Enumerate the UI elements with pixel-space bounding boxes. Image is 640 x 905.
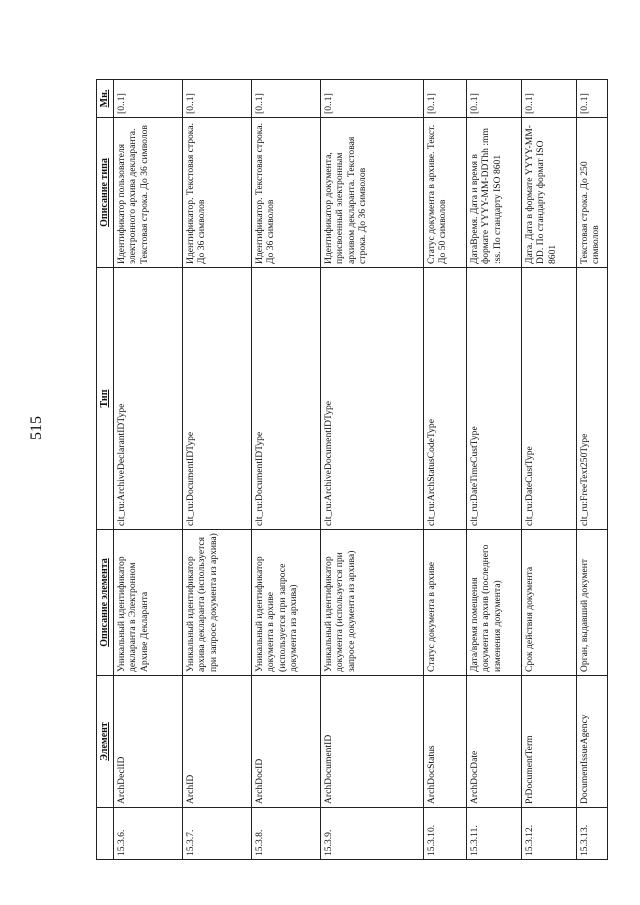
row-type-description: Идентификатор пользователя электронного архива декларанта. Текстовая строка. До 36 символов (114, 118, 183, 268)
table-row (424, 80, 467, 860)
row-type: clt_ru:ArchiveDeclarantIDType (114, 268, 183, 530)
rotated-table-block (96, 80, 602, 860)
row-type-description: Идентификатор. Текстовая строка. До 36 символов (252, 118, 321, 268)
table-row (577, 80, 608, 860)
row-type-description: Статус документа в архиве. Текст. До 50 символов (424, 118, 467, 268)
row-number: 15.3.11. (467, 808, 522, 860)
row-description: Уникальный идентификатор архива декларанта (используется при запросе документа из архива) (183, 530, 252, 676)
table-row (114, 80, 183, 860)
row-type-description: Идентификатор документа, присвоенный электронным архивом декларанта. Текстовая строка. До 36 символов (321, 118, 424, 268)
header-multiplicity: Мн. (97, 80, 114, 118)
row-element: DocumentIssueAgency (577, 676, 608, 808)
table-row (467, 80, 522, 860)
table-row (183, 80, 252, 860)
row-multiplicity: [0..1] (321, 80, 424, 118)
row-description: Дата/время помещения документа в архив (последнего изменения документа) (467, 530, 522, 676)
header-element-description: Описание элемента (97, 530, 114, 676)
row-type: clt_ru:FreeText250Type (577, 268, 608, 530)
specification-table (96, 79, 608, 860)
header-element: Элемент (97, 676, 114, 808)
row-number: 15.3.13. (577, 808, 608, 860)
row-type: clt_ru:DateTimeCustType (467, 268, 522, 530)
row-multiplicity: [0..1] (114, 80, 183, 118)
header-type: Тип (97, 268, 114, 530)
row-element: ArchDocID (252, 676, 321, 808)
page-number: 515 (28, 416, 45, 440)
row-type-description: Текстовая строка. До 250 символов (577, 118, 608, 268)
row-description: Уникальный идентификатор документа (используется при запросе документа из архива) (321, 530, 424, 676)
row-type: clt_ru:DocumentIDType (252, 268, 321, 530)
row-description: Статус документа в архиве (424, 530, 467, 676)
row-element: PrDocumentTerm (522, 676, 577, 808)
row-element: ArchDocStatus (424, 676, 467, 808)
row-multiplicity: [0..1] (522, 80, 577, 118)
row-number: 15.3.8. (252, 808, 321, 860)
row-description: Уникальный идентификатор документа в архиве (используется при запросе документа из архива) (252, 530, 321, 676)
row-multiplicity: [0..1] (424, 80, 467, 118)
row-description: Уникальный идентификатор декларанта в Электронном Архиве Декларанта (114, 530, 183, 676)
row-type-description: Дата. Дата в формате YYYY-MM-DD. По стандарту формат ISO 8601 (522, 118, 577, 268)
row-multiplicity: [0..1] (252, 80, 321, 118)
row-element: ArchDeclID (114, 676, 183, 808)
table-row (321, 80, 424, 860)
row-type: clt_ru:DocumentIDType (183, 268, 252, 530)
row-description: Срок действия документа (522, 530, 577, 676)
row-element: ArchDocDate (467, 676, 522, 808)
header-number (97, 808, 114, 860)
row-element: ArchID (183, 676, 252, 808)
row-multiplicity: [0..1] (577, 80, 608, 118)
row-type-description: ДатаВремя. Дата и время в формате YYYY-MM-DDThh :mm :ss. По стандарту ISO 8601 (467, 118, 522, 268)
header-type-description: Описание типа (97, 118, 114, 268)
row-type-description: Идентификатор. Текстовая строка. До 36 символов (183, 118, 252, 268)
row-element: ArchDocumentID (321, 676, 424, 808)
row-number: 15.3.6. (114, 808, 183, 860)
row-type: clt_ru:ArchiveDocumentIDType (321, 268, 424, 530)
table-row (522, 80, 577, 860)
row-multiplicity: [0..1] (183, 80, 252, 118)
row-number: 15.3.9. (321, 808, 424, 860)
table-row (252, 80, 321, 860)
row-multiplicity: [0..1] (467, 80, 522, 118)
row-type: clt_ru:DateCustType (522, 268, 577, 530)
row-description: Орган, выдавший документ (577, 530, 608, 676)
row-type: clt_ru:ArchStatusCodeType (424, 268, 467, 530)
table-header-row (97, 80, 114, 860)
row-number: 15.3.12. (522, 808, 577, 860)
row-number: 15.3.10. (424, 808, 467, 860)
row-number: 15.3.7. (183, 808, 252, 860)
